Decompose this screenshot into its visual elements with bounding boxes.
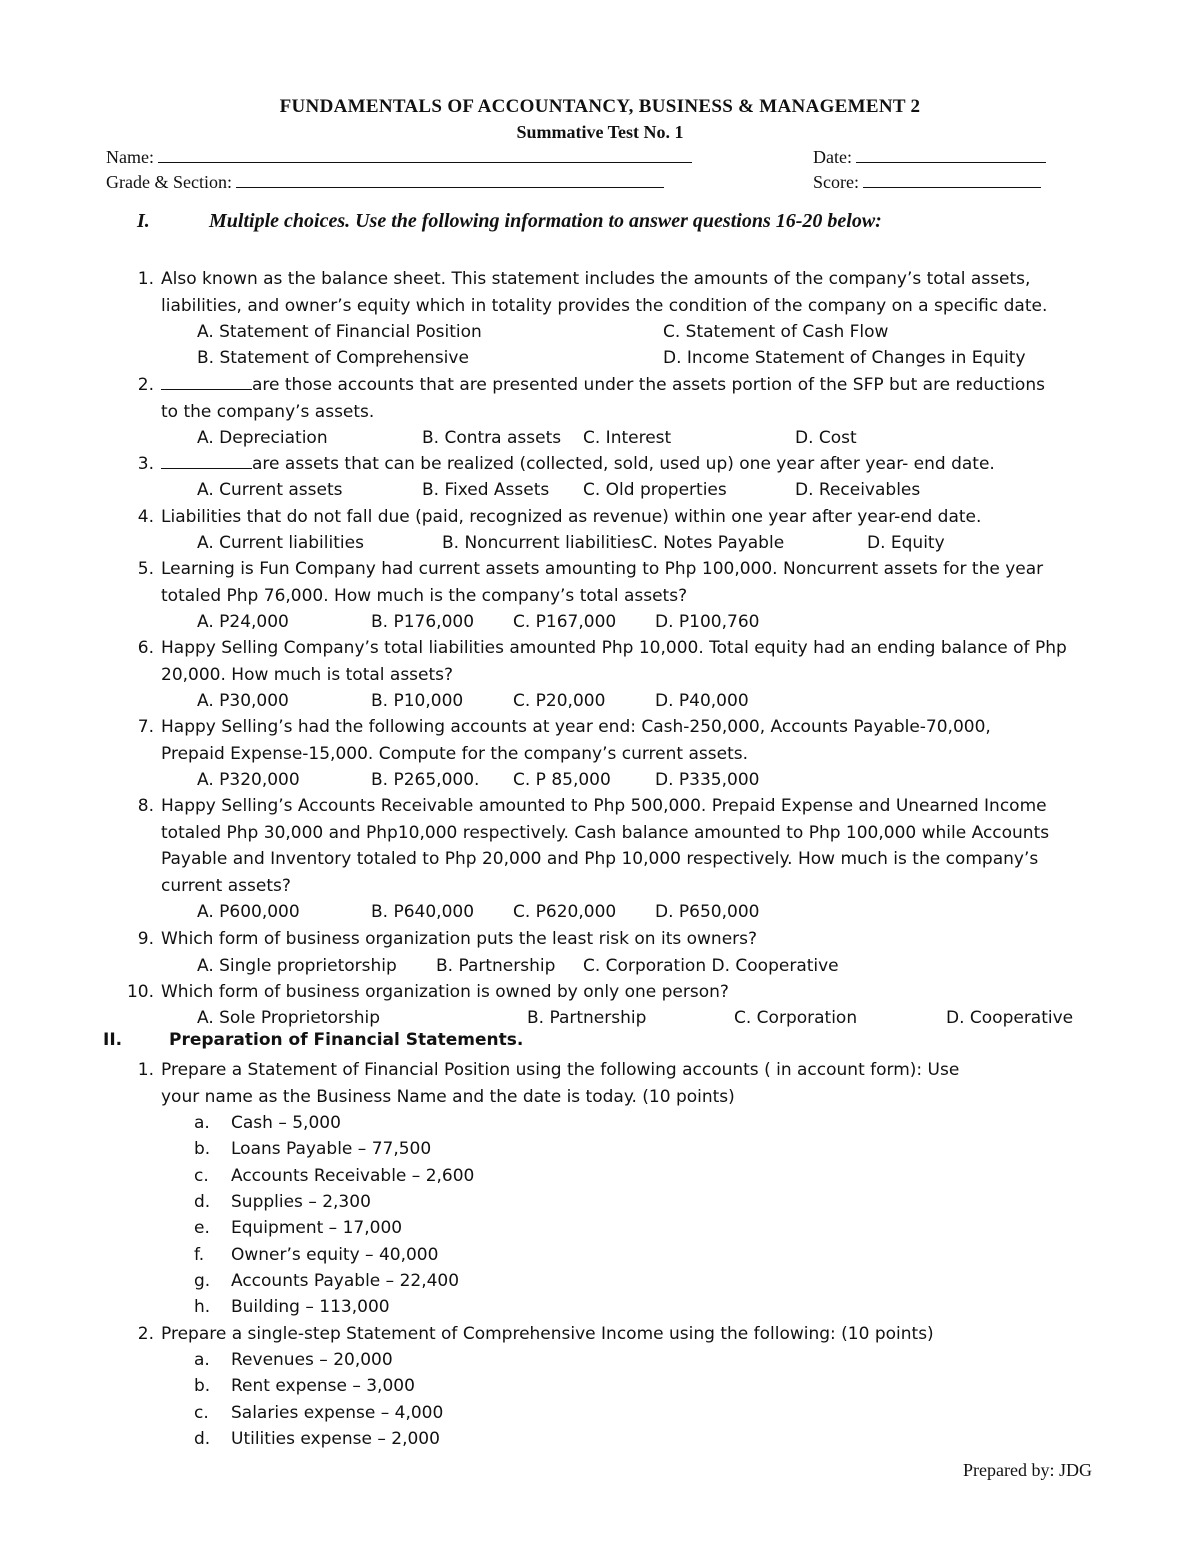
item-text: Building – 113,000 [231, 1297, 390, 1317]
account-item [194, 1373, 415, 1399]
question-text-line: Which form of business organization puts the least risk on its owners? [161, 929, 758, 949]
account-item [194, 1242, 439, 1268]
part1-numeral: I. [137, 210, 150, 232]
question-5 [137, 556, 1044, 609]
option-d[interactable]: D. Income Statement of Changes in Equity [663, 348, 1026, 368]
task-text-line: your name as the Business Name and the date is today. (10 points) [161, 1086, 735, 1107]
date-blank[interactable] [856, 146, 1046, 163]
option-b[interactable]: B. Noncurrent liabilitiesC. Notes Payable [442, 533, 785, 553]
item-text: Utilities expense – 2,000 [231, 1429, 440, 1449]
name-label: Name: [106, 147, 154, 167]
option-d[interactable]: D. Cooperative [946, 1008, 1074, 1028]
option-d[interactable]: D. P650,000 [655, 902, 760, 922]
item-text: Rent expense – 3,000 [231, 1376, 415, 1396]
date-label: Date: [813, 147, 852, 167]
score-label: Score: [813, 172, 859, 192]
option-a[interactable]: A. P30,000 [197, 691, 289, 711]
question-number: 2. [137, 375, 154, 395]
part2-numeral: II. [103, 1030, 123, 1050]
question-text-line: Happy Selling’s had the following accounts at year end: Cash-250,000, Accounts Payable-70,000, [161, 717, 991, 737]
document-title: FUNDAMENTALS OF ACCOUNTANCY, BUSINESS & MANAGEMENT 2 [279, 96, 921, 117]
question-number: 3. [137, 454, 154, 474]
option-c[interactable]: C. P620,000 [513, 902, 617, 922]
item-text: Revenues – 20,000 [231, 1350, 393, 1370]
account-item [194, 1426, 440, 1452]
item-letter: a. [194, 1113, 210, 1133]
option-d[interactable]: D. P335,000 [655, 770, 760, 790]
item-letter: g. [194, 1271, 211, 1291]
question-number: 6. [137, 638, 154, 658]
option-c[interactable]: C. Statement of Cash Flow [663, 322, 889, 342]
option-d[interactable]: D. P40,000 [655, 691, 749, 711]
item-text: Supplies – 2,300 [231, 1192, 371, 1212]
option-c[interactable]: C. Interest [583, 428, 672, 448]
date-field[interactable] [813, 146, 1046, 168]
option-c[interactable]: C. P167,000 [513, 612, 617, 632]
account-item [194, 1400, 444, 1426]
part1-title: Multiple choices. Use the following information to answer questions 16-20 below: [209, 210, 882, 232]
option-c[interactable]: C. Corporation D. Cooperative [583, 956, 839, 976]
option-b[interactable]: B. Partnership [436, 956, 556, 976]
option-d[interactable]: D. P100,760 [655, 612, 760, 632]
option-a[interactable]: A. Depreciation [197, 428, 328, 448]
grade-section-label: Grade & Section: [106, 172, 232, 192]
account-item [194, 1136, 432, 1162]
option-d[interactable]: D. Receivables [795, 480, 921, 500]
item-letter: c. [194, 1166, 209, 1186]
question-text-line: totaled Php 76,000. How much is the company’s total assets? [161, 585, 688, 606]
account-item [194, 1347, 393, 1373]
task-number: 2. [137, 1324, 154, 1344]
question-text-line: Liabilities that do not fall due (paid, recognized as revenue) within one year after year-end date. [161, 507, 982, 527]
option-c[interactable]: C. P 85,000 [513, 770, 611, 790]
question-4 [137, 504, 982, 531]
question-text-line: to the company’s assets. [161, 401, 375, 422]
part2-heading [103, 1030, 523, 1050]
option-c[interactable]: C. P20,000 [513, 691, 606, 711]
question-text-line: Happy Selling’s Accounts Receivable amounted to Php 500,000. Prepaid Expense and Unearned Income [161, 796, 1047, 816]
grade-section-field[interactable] [106, 171, 664, 193]
score-blank[interactable] [863, 171, 1041, 188]
option-a[interactable]: A. Single proprietorship [197, 956, 397, 976]
question-3 [137, 451, 995, 478]
option-a[interactable]: A. Current assets [197, 480, 343, 500]
question-text-line: Learning is Fun Company had current assets amounting to Php 100,000. Noncurrent assets for the year [161, 559, 1044, 579]
option-c[interactable]: C. Old properties [583, 480, 727, 500]
task-text-line: Prepare a single-step Statement of Comprehensive Income using the following: (10 points) [161, 1324, 934, 1344]
item-letter: d. [194, 1429, 211, 1449]
option-b[interactable]: B. P176,000 [371, 612, 475, 632]
option-b[interactable]: B. P265,000. [371, 770, 480, 790]
question-2 [137, 372, 1045, 425]
option-b[interactable]: B. Contra assets [422, 428, 562, 448]
task-1 [137, 1057, 960, 1110]
item-text: Cash – 5,000 [231, 1113, 341, 1133]
option-a[interactable]: A. P600,000 [197, 902, 300, 922]
question-text-line: liabilities, and owner’s equity which in totality provides the condition of the company on a specific date. [161, 295, 1048, 316]
document-subtitle: Summative Test No. 1 [516, 122, 684, 142]
option-b[interactable]: B. P640,000 [371, 902, 475, 922]
item-letter: d. [194, 1192, 211, 1212]
item-text: Owner’s equity – 40,000 [231, 1245, 439, 1265]
answer-blank[interactable] [161, 452, 252, 469]
question-text-line: Which form of business organization is owned by only one person? [161, 982, 729, 1002]
item-letter: b. [194, 1139, 211, 1159]
question-text-line: current assets? [161, 875, 291, 896]
account-item [194, 1294, 390, 1320]
account-item [194, 1110, 341, 1136]
option-b[interactable]: B. P10,000 [371, 691, 464, 711]
question-number: 7. [137, 717, 154, 737]
option-c[interactable]: C. Corporation [734, 1008, 858, 1028]
item-letter: f. [194, 1245, 205, 1265]
option-b[interactable]: B. Partnership [527, 1008, 647, 1028]
item-text: Accounts Payable – 22,400 [231, 1271, 460, 1291]
option-d[interactable]: D. Equity [867, 533, 945, 553]
question-text-line: Happy Selling Company’s total liabilities amounted Php 10,000. Total equity had an ending balance of Php [161, 638, 1067, 658]
item-text: Equipment – 17,000 [231, 1218, 403, 1238]
account-item [194, 1189, 371, 1215]
score-field[interactable] [813, 171, 1041, 193]
option-b[interactable]: B. Statement of Comprehensive [197, 348, 469, 368]
item-letter: b. [194, 1376, 211, 1396]
question-1 [137, 266, 1048, 319]
question-text-line: Prepaid Expense-15,000. Compute for the company’s current assets. [161, 743, 748, 764]
question-10 [126, 979, 729, 1006]
part1-heading [137, 210, 882, 233]
option-a[interactable]: A. Statement of Financial Position [197, 322, 482, 342]
question-text-line: Payable and Inventory totaled to Php 20,000 and Php 10,000 respectively. How much is the company’s [161, 849, 1039, 869]
question-number: 10. [126, 982, 154, 1002]
item-text: Salaries expense – 4,000 [231, 1403, 444, 1423]
item-text: Accounts Receivable – 2,600 [231, 1166, 475, 1186]
question-9 [137, 926, 758, 953]
question-text-line: are assets that can be realized (collected, sold, used up) one year after year- end date. [252, 454, 995, 474]
task-2 [137, 1321, 934, 1348]
question-6 [137, 635, 1067, 688]
question-text-line: Also known as the balance sheet. This statement includes the amounts of the company’s total assets, [161, 269, 1031, 289]
option-a[interactable]: A. Current liabilities [197, 533, 364, 553]
question-text-line: are those accounts that are presented under the assets portion of the SFP but are reductions [252, 375, 1045, 395]
item-letter: a. [194, 1350, 210, 1370]
option-b[interactable]: B. Fixed Assets [422, 480, 550, 500]
question-8 [137, 793, 1050, 899]
question-text-line: 20,000. How much is total assets? [161, 664, 454, 685]
grade-section-blank[interactable] [236, 171, 664, 188]
question-number: 5. [137, 559, 154, 579]
question-number: 9. [137, 929, 154, 949]
item-text: Loans Payable – 77,500 [231, 1139, 432, 1159]
item-letter: h. [194, 1297, 211, 1317]
prepared-by: Prepared by: JDG [963, 1460, 1092, 1480]
option-a[interactable]: A. P320,000 [197, 770, 300, 790]
account-item [194, 1163, 475, 1189]
question-text-line: totaled Php 30,000 and Php10,000 respectively. Cash balance amounted to Php 100,000 while Accounts [161, 822, 1050, 843]
question-number: 1. [137, 269, 154, 289]
task-text-line: Prepare a Statement of Financial Position using the following accounts ( in account form): Use [161, 1060, 960, 1080]
part2-title: Preparation of Financial Statements. [169, 1030, 524, 1050]
question-number: 4. [137, 507, 154, 527]
question-number: 8. [137, 796, 154, 816]
name-field[interactable] [106, 146, 692, 168]
account-item [194, 1215, 403, 1241]
name-blank[interactable] [158, 146, 692, 163]
option-d[interactable]: D. Cost [795, 428, 857, 448]
item-letter: c. [194, 1403, 209, 1423]
item-letter: e. [194, 1218, 210, 1238]
answer-blank[interactable] [161, 373, 252, 390]
question-7 [137, 714, 991, 767]
option-a[interactable]: A. Sole Proprietorship [197, 1008, 381, 1028]
option-a[interactable]: A. P24,000 [197, 612, 289, 632]
task-number: 1. [137, 1060, 154, 1080]
account-item [194, 1268, 460, 1294]
